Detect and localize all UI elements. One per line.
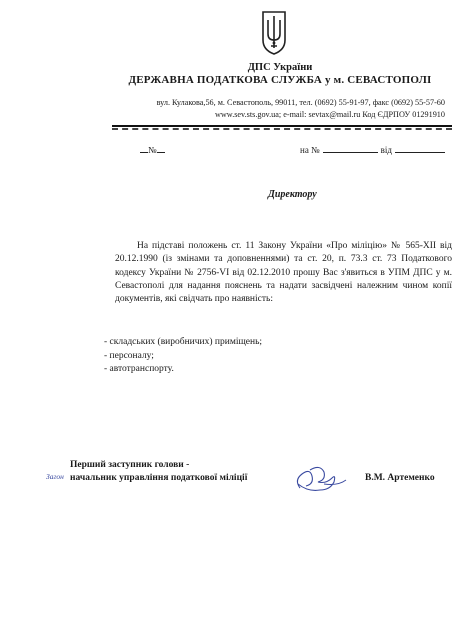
trident-emblem-icon <box>261 10 287 56</box>
list-item: - персоналу; <box>104 350 154 361</box>
signatory-title-line2: начальник управління податкової міліції <box>70 473 248 483</box>
outgoing-number <box>140 145 220 155</box>
service-name: ДЕРЖАВНА ПОДАТКОВА СЛУЖБА у м. СЕВАСТОПОЛІ <box>128 74 432 86</box>
date-blank <box>395 152 445 153</box>
signatory-name: В.М. Артеменко <box>365 473 435 483</box>
reference-number <box>300 145 445 155</box>
requirements-list <box>104 336 262 377</box>
list-item: - складських (виробничих) приміщень; <box>104 337 263 347</box>
agency-name: ДПС України <box>247 62 313 73</box>
header-rule <box>112 125 452 127</box>
list-item: - автотранспорту. <box>104 364 174 374</box>
signatory-title-line1: Перший заступник голови - <box>70 460 190 470</box>
header-rule-dashed <box>112 128 452 130</box>
contact-address: вул. Кулакова,56, м. Севастополь, 99011, тел. (0692) 55-91-97, факс (0692) 55-57-60 <box>156 98 445 107</box>
number-label: № <box>148 145 157 155</box>
handwritten-signature-icon <box>290 462 350 496</box>
contact-web: www.sev.sts.gov.ua; e-mail: sevtax@mail.ru Код ЄДРПОУ 01291910 <box>214 110 445 119</box>
number-blank <box>140 152 148 153</box>
addressee: Директору <box>268 189 317 200</box>
number-blank <box>157 152 165 153</box>
letter-body: На підставі положень ст. 11 Закону України «Про міліцію» № 565-XII від 20.12.1990 (із змінами та доповненнями) та ст. 20, п. 73.3 ст. 73 Податкового кодексу України № 2756-VI від 02.12.2010 прошу Вас з'явиться в УПМ ДПС у м. Севастополі для надання пояснень та надати засвідчені належним чином копії документів, які свідчать про наявність: <box>115 241 452 305</box>
reference-blank <box>323 152 378 153</box>
on-label: на № <box>300 145 320 155</box>
from-label: від <box>380 145 392 155</box>
handwritten-note: Загон <box>46 472 64 481</box>
